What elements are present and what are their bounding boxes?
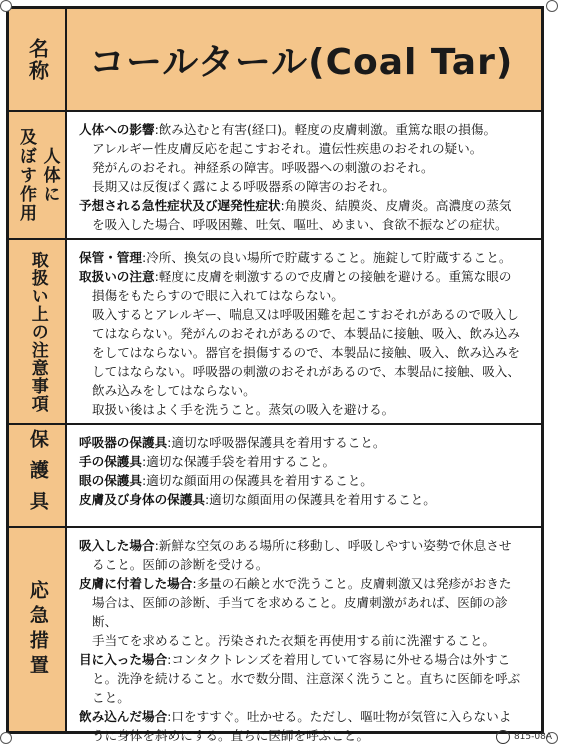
firstaid-heading: 吸入した場合 <box>79 538 155 553</box>
name-row <box>9 9 541 112</box>
handling-line <box>79 286 531 305</box>
handling-text: 飲み込みをしてはならない。 <box>92 383 256 398</box>
protection-line <box>79 452 531 471</box>
footer <box>496 730 552 744</box>
protection-heading: 手の保護具 <box>79 454 142 469</box>
effects-text: :角膜炎、結膜炎、皮膚炎。高濃度の蒸気 <box>280 198 512 213</box>
effects-line <box>79 177 531 196</box>
product-code: 815-08A <box>513 732 552 742</box>
firstaid-label: 応急措置 <box>26 579 49 680</box>
protection-label: 保護具 <box>26 429 49 522</box>
firstaid-line <box>79 650 531 669</box>
firstaid-line <box>79 536 531 555</box>
firstaid-text: 場合は、医師の診断、手当てを求めること。皮膚刺激があれば、医師の診断、 <box>92 595 508 629</box>
effects-line <box>79 120 531 139</box>
firstaid-line <box>79 707 531 726</box>
firstaid-text: :新鮮な空気のある場所に移動し、呼吸しやすい姿勢で休息させ <box>154 538 512 553</box>
handling-line <box>79 381 531 400</box>
effects-line <box>79 139 531 158</box>
maker-logo-icon <box>496 730 510 744</box>
handling-label: 取扱い上の注意事項 <box>27 250 48 413</box>
handling-line <box>79 324 531 343</box>
firstaid-line <box>79 631 531 650</box>
handling-row <box>9 240 541 425</box>
firstaid-line <box>79 726 531 745</box>
firstaid-text: :口をすすぐ。吐かせる。ただし、嘔吐物が気管に入らないよ <box>167 709 512 724</box>
protection-heading: 皮膚及び身体の保護具 <box>79 492 205 507</box>
protection-heading: 眼の保護具 <box>79 473 142 488</box>
title-cell <box>67 9 541 110</box>
handling-text: :軽度に皮膚を刺激するので皮膚との接触を避ける。重篤な眼の <box>154 269 512 284</box>
protection-heading: 呼吸器の保護具 <box>79 435 168 450</box>
handling-content <box>67 240 541 423</box>
effects-label-part2: 及ぼす作用 <box>16 127 36 223</box>
firstaid-text: と。洗浄を続けること。水で数分間、注意深く洗うこと。直ちに医師を呼ぶ <box>92 671 521 686</box>
effects-line <box>79 196 531 215</box>
firstaid-heading: 皮膚に付着した場合 <box>79 576 193 591</box>
effects-text: 長期又は反復ばく露による呼吸器系の障害のおそれ。 <box>92 179 396 194</box>
name-label-cell <box>9 9 67 110</box>
handling-label-cell <box>9 240 67 423</box>
handling-text: をしてはならない。器官を損傷するので、本製品に接触、吸入、飲み込みを <box>92 345 520 360</box>
firstaid-line <box>79 593 531 631</box>
handling-line <box>79 267 531 286</box>
handling-heading: 保管・管理 <box>79 250 142 265</box>
handling-heading: 取扱いの注意 <box>79 269 155 284</box>
effects-text: を吸入した場合、呼吸困難、吐気、嘔吐、めまい、食欲不振などの症状。 <box>92 217 508 232</box>
effects-text: :飲み込むと有害(経口)。軽度の皮膚刺激。重篤な眼の損傷。 <box>154 122 497 137</box>
firstaid-line <box>79 688 531 707</box>
handling-text: 吸入するとアレルギー、喘息又は呼吸困難を起こすおそれがあるので吸入し <box>92 307 519 322</box>
effects-content <box>67 112 541 238</box>
firstaid-label-cell <box>9 528 67 731</box>
protection-content <box>67 425 541 526</box>
effects-line <box>79 215 531 234</box>
protection-line <box>79 490 531 509</box>
protection-text: :適切な呼吸器保護具を着用すること。 <box>167 435 386 450</box>
effects-text: アレルギー性皮膚反応を起こすおそれ。遺伝性疾患のおそれの疑い。 <box>92 141 483 156</box>
firstaid-text: こと。 <box>92 690 130 705</box>
handling-text: 取扱い後はよく手を洗うこと。蒸気の吸入を避ける。 <box>92 402 395 417</box>
mounting-hole-top-right <box>546 0 558 12</box>
effects-text: 発がんのおそれ。神経系の障害。呼吸器への刺激のおそれ。 <box>92 160 434 175</box>
handling-line <box>79 248 531 267</box>
mounting-hole-top-left <box>0 0 12 12</box>
handling-text: 損傷をもたらすので眼に入れてはならない。 <box>92 288 344 303</box>
effects-heading: 人体への影響 <box>79 122 155 137</box>
handling-text: てはならない。発がんのおそれがあるので、本製品に接触、吸入、飲み込み <box>92 326 520 341</box>
name-label: 名称 <box>25 37 50 82</box>
handling-line <box>79 305 531 324</box>
firstaid-heading: 目に入った場合 <box>79 652 168 667</box>
protection-row <box>9 425 541 528</box>
protection-line <box>79 471 531 490</box>
handling-text: :冷所、換気の良い場所で貯蔵すること。施錠して貯蔵すること。 <box>141 250 512 265</box>
firstaid-line <box>79 555 531 574</box>
mounting-hole-bottom-left <box>0 732 12 744</box>
protection-text: :適切な顔面用の保護具を着用すること。 <box>204 492 436 507</box>
firstaid-text: うに身体を斜めにする。直ちに医師を呼ぶこと。 <box>92 728 370 743</box>
effects-label-part1: 人体に <box>39 146 60 204</box>
firstaid-line <box>79 574 531 593</box>
firstaid-text: 手当てを求めること。汚染された衣類を再使用する前に洗濯すること。 <box>92 633 495 648</box>
handling-line <box>79 362 531 381</box>
firstaid-heading: 飲み込んだ場合 <box>79 709 168 724</box>
handling-line <box>79 343 531 362</box>
substance-title: コールタール(Coal Tar) <box>89 42 514 83</box>
effects-heading: 予想される急性症状及び遅発性症状 <box>79 198 281 213</box>
effects-row <box>9 112 541 240</box>
protection-text: :適切な保護手袋を着用すること。 <box>141 454 336 469</box>
firstaid-text: :多量の石鹸と水で洗うこと。皮膚刺激又は発疹がおきた <box>192 576 512 591</box>
handling-text: してはならない。呼吸器の刺激のおそれがあるので、本製品に接触、吸入、 <box>92 364 520 379</box>
effects-label-cell <box>9 112 67 238</box>
firstaid-line <box>79 669 531 688</box>
handling-line <box>79 400 531 419</box>
protection-line <box>79 433 531 452</box>
protection-label-cell <box>9 425 67 526</box>
firstaid-text: :コンタクトレンズを着用していて容易に外せる場合は外すこ <box>167 652 511 667</box>
protection-text: :適切な顔面用の保護具を着用すること。 <box>141 473 373 488</box>
effects-line <box>79 158 531 177</box>
firstaid-text: ること。医師の診断を受ける。 <box>92 557 269 572</box>
